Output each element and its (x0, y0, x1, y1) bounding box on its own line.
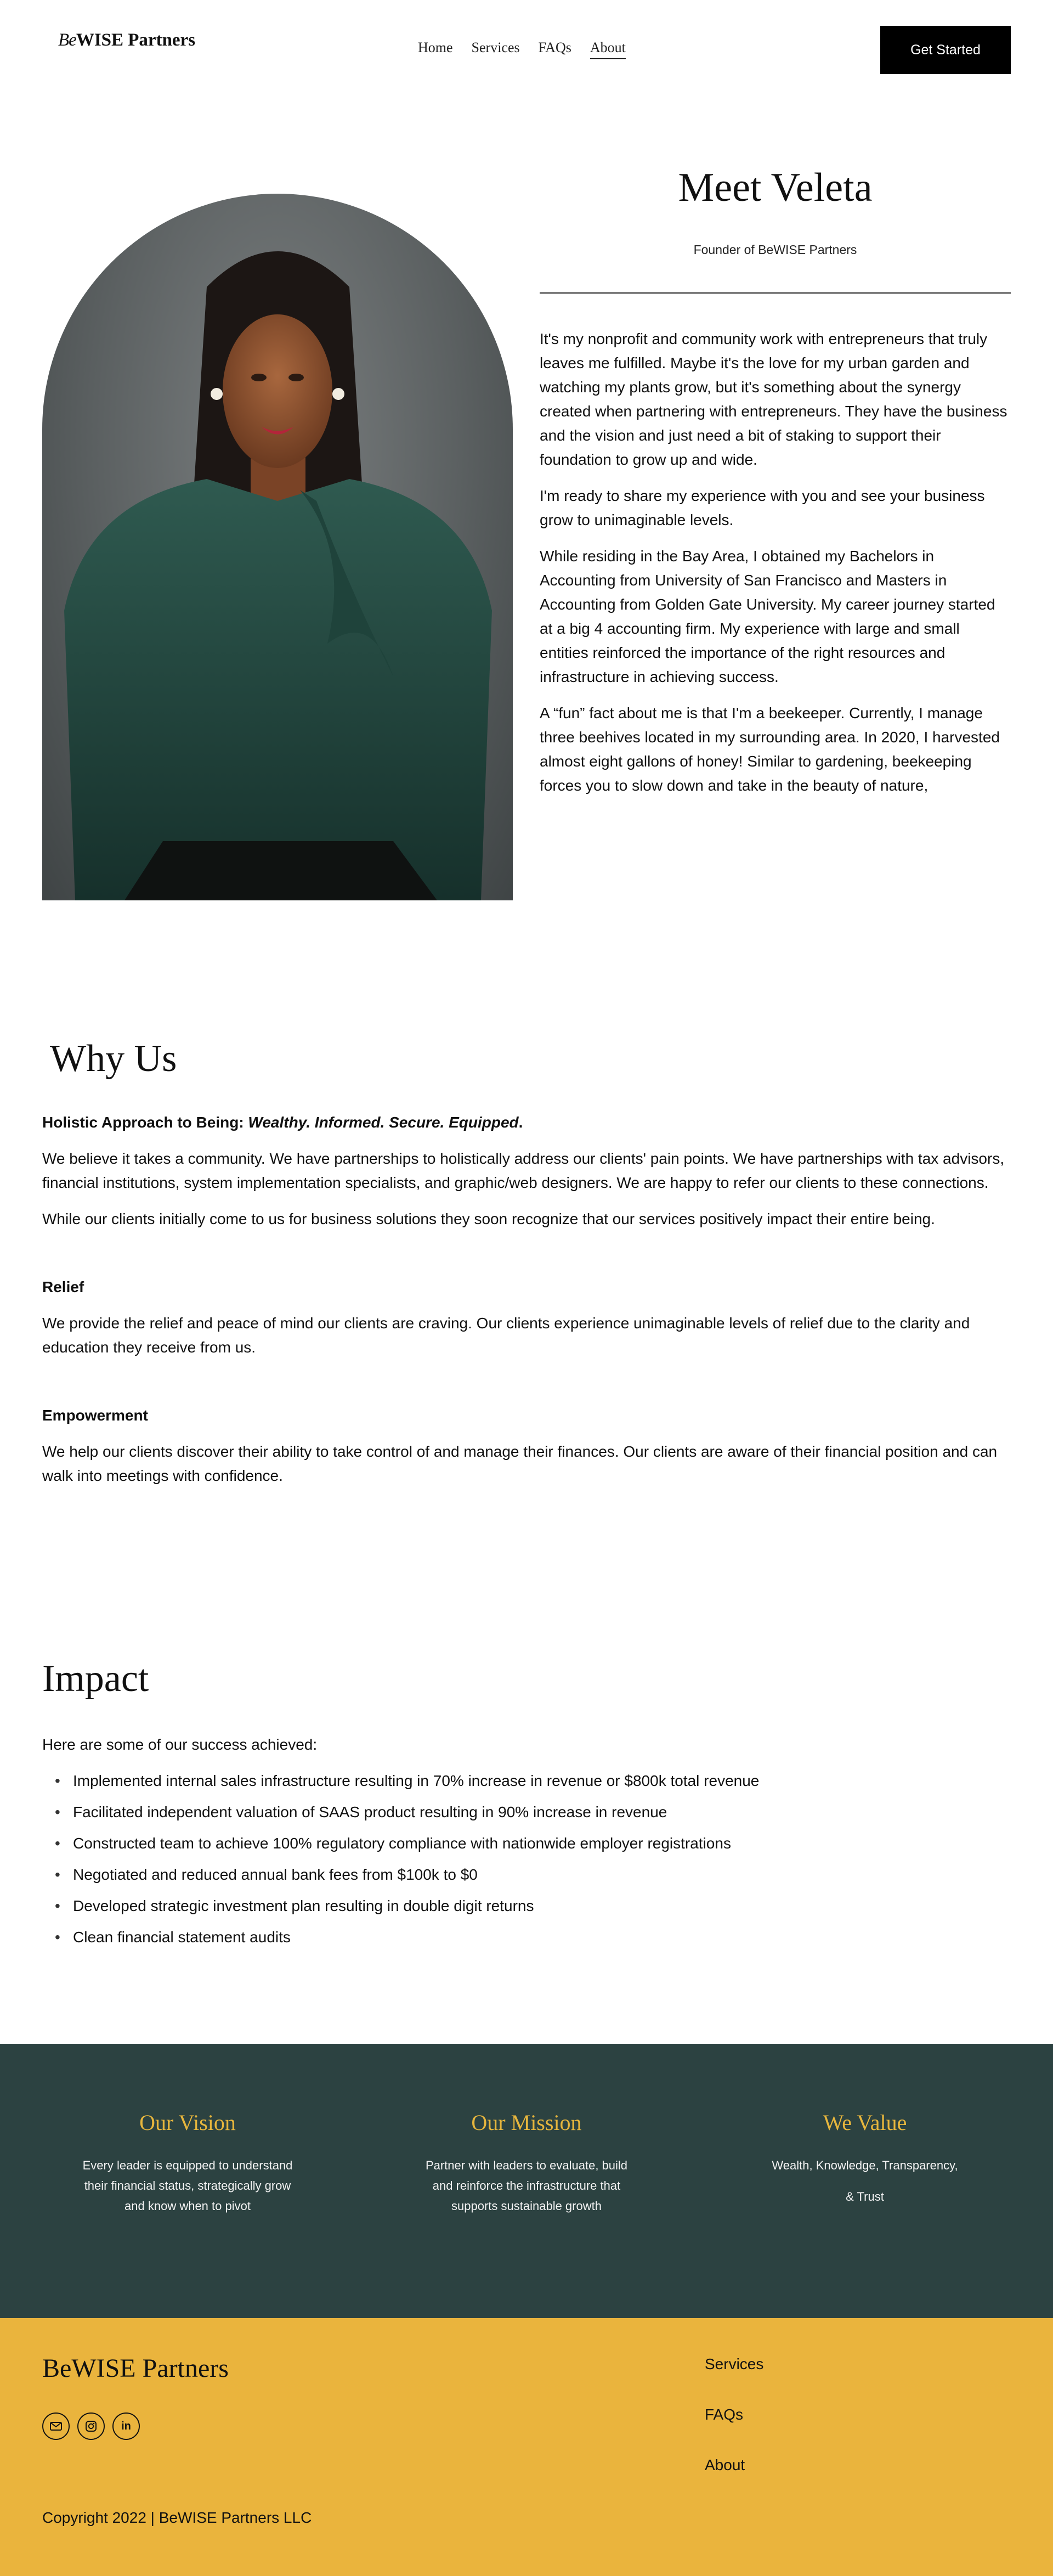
site-footer (0, 2318, 1053, 2576)
footer-nav (705, 2355, 763, 2507)
mission-column (411, 2110, 642, 2216)
get-started-button[interactable]: Get Started (880, 26, 1011, 74)
bio-paragraph: I'm ready to share my experience with you and see your business grow to unimaginable levels. (540, 487, 985, 528)
nav-services[interactable]: Services (471, 40, 520, 55)
spacer (42, 1372, 1011, 1403)
nav-about[interactable]: About (590, 40, 626, 59)
spacer (42, 1243, 1011, 1275)
instagram-icon[interactable] (77, 2412, 105, 2440)
footer-link-services[interactable]: Services (705, 2355, 764, 2372)
vision-heading: Our Vision (139, 2110, 236, 2135)
copyright: Copyright 2022 | BeWISE Partners LLC (42, 2509, 312, 2526)
vision-text: Every leader is equipped to understand their financial status, strategically grow and know when to pivot (82, 2158, 293, 2213)
list-item: • Facilitated independent valuation of SAAS product resulting in 90% increase in revenue (73, 1800, 1011, 1824)
values-band (0, 2044, 1053, 2318)
list-item: • Negotiated and reduced annual bank fees from $100k to $0 (73, 1863, 1011, 1887)
impact-content (42, 1733, 1011, 1957)
impact-list (42, 1769, 1011, 1949)
list-item: • Developed strategic investment plan resulting in double digit returns (73, 1894, 1011, 1918)
list-item: • Clean financial statement audits (73, 1925, 1011, 1949)
empowerment-text: We help our clients discover their ability to take control of and manage their finances. Our clients are aware of their financial position and can walk into meetings with confidence. (42, 1443, 998, 1484)
why-us-content (42, 1111, 1011, 1500)
bio-paragraph: While residing in the Bay Area, I obtained my Bachelors in Accounting from University of San Francisco and Masters in Accounting from Golden Gate University. My career journey started at a big 4 accounting firm. My experience with large and small entities reinforced the importance of the right resources and infrastructure in achieving success. (540, 548, 995, 685)
nav-faqs[interactable]: FAQs (538, 40, 571, 55)
logo-script: Be (58, 30, 76, 50)
footer-link-faqs[interactable]: FAQs (705, 2406, 744, 2423)
empowerment-heading: Empowerment (42, 1407, 148, 1424)
footer-brand: BeWISE Partners (42, 2354, 229, 2383)
founder-portrait (42, 194, 513, 900)
site-header (0, 0, 1053, 99)
value-text: Wealth, Knowledge, Transparency, (772, 2158, 958, 2172)
logo-text: WISE Partners (76, 30, 196, 50)
bio-paragraph: A “fun” fact about me is that I'm a beekeeper. Currently, I manage three beehives located in my surrounding area. In 2020, I harvested almost eight gallons of honey! Similar to gardening, beekeeping forces you to slow down and take in the beauty of nature, (540, 704, 1000, 794)
list-item: • Implemented internal sales infrastructure resulting in 70% increase in revenue or $800k total revenue (73, 1769, 1011, 1793)
why-us-heading: Why Us (50, 1038, 177, 1080)
why-paragraph: While our clients initially come to us for business solutions they soon recognize that our services positively impact their entire being. (42, 1210, 935, 1227)
why-lead-end: . (518, 1114, 523, 1131)
founder-portrait-image (42, 194, 513, 900)
divider (540, 292, 1011, 294)
relief-heading: Relief (42, 1278, 84, 1295)
value-heading: We Value (823, 2110, 907, 2135)
nav-home[interactable]: Home (418, 40, 453, 55)
why-paragraph: We believe it takes a community. We have partnerships to holistically address our clients' pain points. We have partnerships with tax advisors, financial institutions, system implementation specialists, and graphic/web designers. We are happy to refer our clients to these connections. (42, 1150, 1005, 1191)
linkedin-icon[interactable] (112, 2412, 140, 2440)
value-text: & Trust (846, 2190, 884, 2203)
founder-bio (540, 327, 1011, 810)
linkedin-glyph: in (121, 2420, 131, 2432)
page-title: Meet Veleta (678, 165, 873, 210)
value-column (750, 2110, 980, 2207)
relief-text: We provide the relief and peace of mind our clients are craving. Our clients experience unimaginable levels of relief due to the clarity and education they receive from us. (42, 1315, 970, 1356)
why-lead-emphasis: Wealthy. Informed. Secure. Equipped (248, 1114, 519, 1131)
site-logo[interactable] (58, 30, 195, 50)
main-nav (418, 40, 626, 59)
social-links (42, 2412, 140, 2440)
email-icon[interactable] (42, 2412, 70, 2440)
mission-text: Partner with leaders to evaluate, build and reinforce the infrastructure that supports sustainable growth (425, 2158, 628, 2213)
impact-heading: Impact (42, 1658, 149, 1700)
footer-link-about[interactable]: About (705, 2456, 745, 2473)
why-lead-label: Holistic Approach to Being: (42, 1114, 248, 1131)
vision-column (72, 2110, 303, 2216)
bio-paragraph: It's my nonprofit and community work with entrepreneurs that truly leaves me fulfilled. Maybe it's the love for my urban garden and watching my plants grow, but it's something about the synergy created when partnering with entrepreneurs. They have the business and the vision and just need a bit of staking to support their foundation to grow up and wide. (540, 330, 1007, 468)
why-lead (42, 1111, 1011, 1135)
mission-heading: Our Mission (471, 2110, 582, 2135)
list-item: • Constructed team to achieve 100% regulatory compliance with nationwide employer registrations (73, 1831, 1011, 1856)
founder-subtitle: Founder of BeWISE Partners (693, 243, 857, 257)
impact-intro: Here are some of our success achieved: (42, 1736, 318, 1753)
